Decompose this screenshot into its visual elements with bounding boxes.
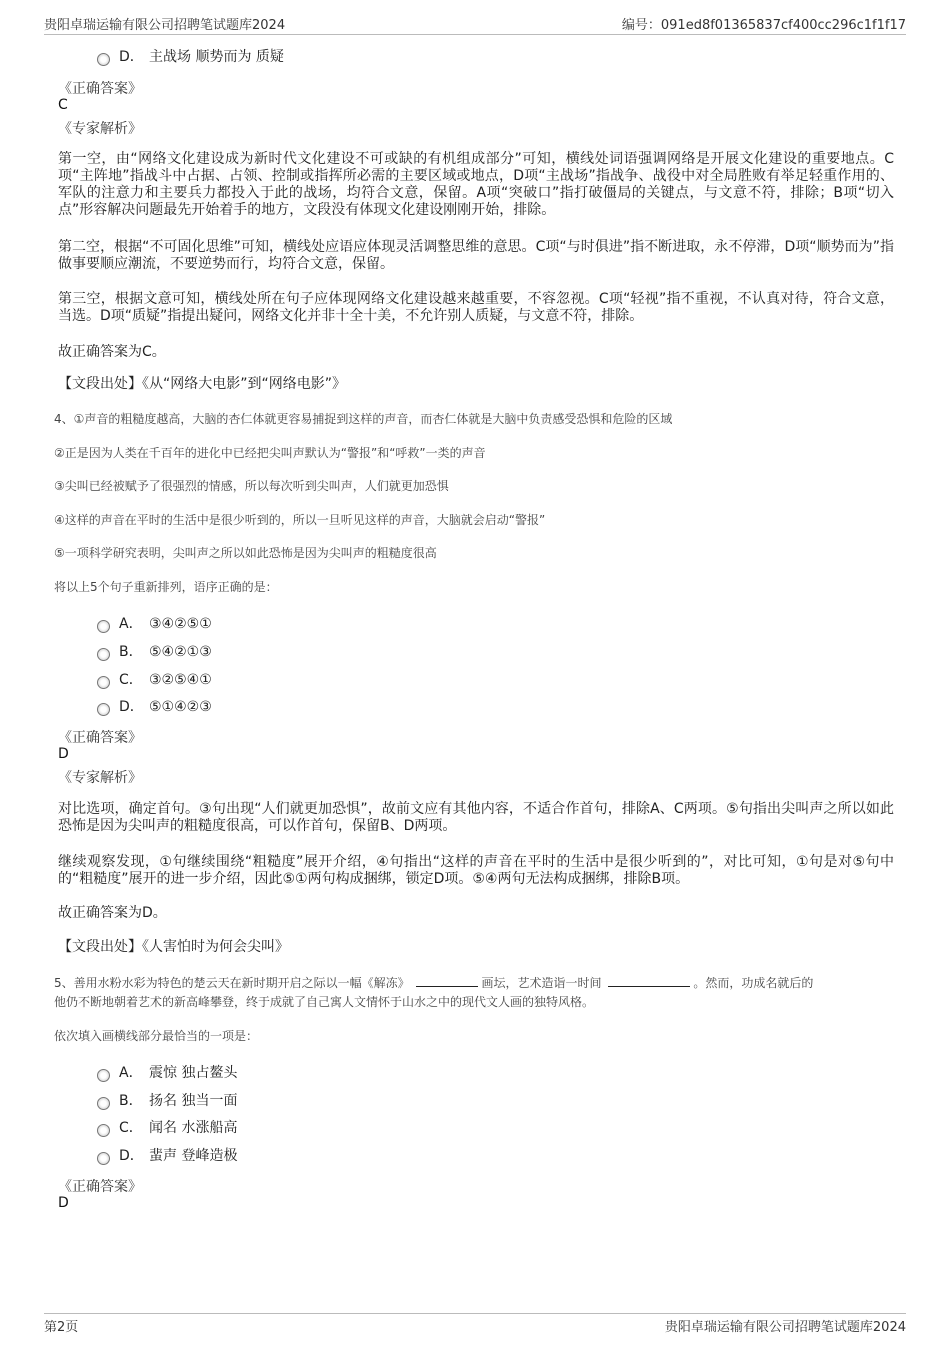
q3-source: 【文段出处】《从“网络大电影”到“网络电影”》 <box>58 376 347 392</box>
q5-answer: D <box>58 1195 69 1211</box>
blank-1[interactable] <box>416 973 478 987</box>
q4-sentence-2: ②正是因为人类在千百年的进化中已经把尖叫声默认为“警报”和“呼救”一类的声音 <box>54 446 486 460</box>
q4-option-c[interactable]: C． ③②⑤④① <box>97 670 212 690</box>
q4-sentence-3: ③尖叫已经被赋予了很强烈的情感，所以每次听到尖叫声，人们就更加恐惧 <box>54 479 449 493</box>
blank-2[interactable] <box>608 973 690 987</box>
q3-analysis-label: 《专家解析》 <box>58 121 142 137</box>
q4-analysis-p1: 对比选项，确定首句。③句出现“人们就更加恐惧”，故前文应有其他内容，不适合作首句，排除A、C两项。⑤句指出尖叫声之所以如此恐怖是因为尖叫声的粗糙度很高，可以作首句，保留B、D两项。 <box>58 801 894 834</box>
q3-option-d[interactable]: D． 主战场 顺势而为 质疑 <box>97 47 284 67</box>
q4-analysis-label: 《专家解析》 <box>58 770 142 786</box>
radio-icon[interactable] <box>97 1124 110 1137</box>
q4-prompt: 将以上5个句子重新排列，语序正确的是： <box>54 580 278 594</box>
page-footer <box>44 1313 906 1336</box>
q5-option-b[interactable]: B． 扬名 独当一面 <box>97 1091 237 1111</box>
q4-sentence-4: ④这样的声音在平时的生活中是很少听到的，所以一旦听见这样的声音，大脑就会启动“警报” <box>54 513 546 527</box>
document-id: 编号：091ed8f01365837cf400cc296c1f1f17 <box>621 18 906 33</box>
q4-analysis-p2: 继续观察发现，①句继续围绕“粗糙度”展开介绍，④句指出“这样的声音在平时的生活中是很少听到的”，对比可知，①句是对⑤句中的“粗糙度”展开的进一步介绍，因此⑤①两句构成捆绑，锁定D项。⑤④两句无法构成捆绑，排除B项。 <box>58 854 894 887</box>
q5-stem: 5、善用水粉水彩为特色的楚云天在新时期开启之际以一幅《解冻》 画坛，艺术造诣一时间 。然而，功成名就后的 他仍不断地朝着艺术的新高峰攀登，终于成就了自己寓人文情怀于山水之中的现代文人画的独特风格。 <box>54 973 894 1012</box>
q4-option-d[interactable]: D． ⑤①④②③ <box>97 697 212 717</box>
radio-icon[interactable] <box>97 1152 110 1165</box>
page-header <box>44 14 906 35</box>
radio-icon[interactable] <box>97 703 110 716</box>
page-number: 第2页 <box>44 1320 79 1335</box>
q3-analysis-p2: 第二空，根据“不可固化思维”可知，横线处应语应体现灵活调整思维的意思。C项“与时俱进”指不断进取，永不停滞，D项“顺势而为”指做事要顺应潮流，不要逆势而行，均符合文意，保留。 <box>58 239 894 272</box>
q3-analysis-p1: 第一空，由“网络文化建设成为新时代文化建设不可或缺的有机组成部分”可知，横线处词语强调网络是开展文化建设的重要地点。C项“主阵地”指战斗中占据、占领、控制或指挥所必需的主要区域或地点，D项“主战场”指战争、战役中对全局胜败有举足轻重作用的、军队的注意力和主要兵力都投入于此的战场，均符合文意，保留。A项“突破口”指打破僵局的关键点，与文意不符，排除；B项“切入点”形容解决问题最先开始着手的地方，文段没有体现文化建设刚刚开始，排除。 <box>58 151 894 218</box>
q3-answer: C <box>58 97 68 113</box>
radio-icon[interactable] <box>97 1097 110 1110</box>
q4-source: 【文段出处】《人害怕时为何会尖叫》 <box>58 939 289 955</box>
radio-icon[interactable] <box>97 53 110 66</box>
q3-conclusion: 故正确答案为C。 <box>58 344 166 360</box>
q5-option-d[interactable]: D． 蜚声 登峰造极 <box>97 1146 237 1166</box>
q4-sentence-5: ⑤一项科学研究表明，尖叫声之所以如此恐怖是因为尖叫声的粗糙度很高 <box>54 546 437 560</box>
radio-icon[interactable] <box>97 648 110 661</box>
q3-analysis-p3: 第三空，根据文意可知，横线处所在句子应体现网络文化建设越来越重要，不容忽视。C项“轻视”指不重视，不认真对待，符合文意，当选。D项“质疑”指提出疑问，网络文化并非十全十美，不允许别人质疑，与文意不符，排除。 <box>58 291 894 324</box>
q4-sentence-1: 4、①声音的粗糙度越高，大脑的杏仁体就更容易捕捉到这样的声音，而杏仁体就是大脑中负责感受恐惧和危险的区域 <box>54 412 673 426</box>
radio-icon[interactable] <box>97 620 110 633</box>
q4-answer-label: 《正确答案》 <box>58 730 142 746</box>
radio-icon[interactable] <box>97 1069 110 1082</box>
q3-answer-label: 《正确答案》 <box>58 81 142 97</box>
q5-prompt: 依次填入画横线部分最恰当的一项是： <box>54 1029 259 1043</box>
header-title: 贵阳卓瑞运输有限公司招聘笔试题库2024 <box>44 18 286 33</box>
q4-option-b[interactable]: B． ⑤④②①③ <box>97 642 212 662</box>
q5-option-a[interactable]: A． 震惊 独占鳌头 <box>97 1063 237 1083</box>
footer-title: 贵阳卓瑞运输有限公司招聘笔试题库2024 <box>664 1320 906 1335</box>
q5-option-c[interactable]: C． 闻名 水涨船高 <box>97 1118 237 1138</box>
q5-answer-label: 《正确答案》 <box>58 1179 142 1195</box>
q4-option-a[interactable]: A． ③④②⑤① <box>97 614 212 634</box>
radio-icon[interactable] <box>97 676 110 689</box>
q4-answer: D <box>58 746 69 762</box>
q4-conclusion: 故正确答案为D。 <box>58 905 167 921</box>
